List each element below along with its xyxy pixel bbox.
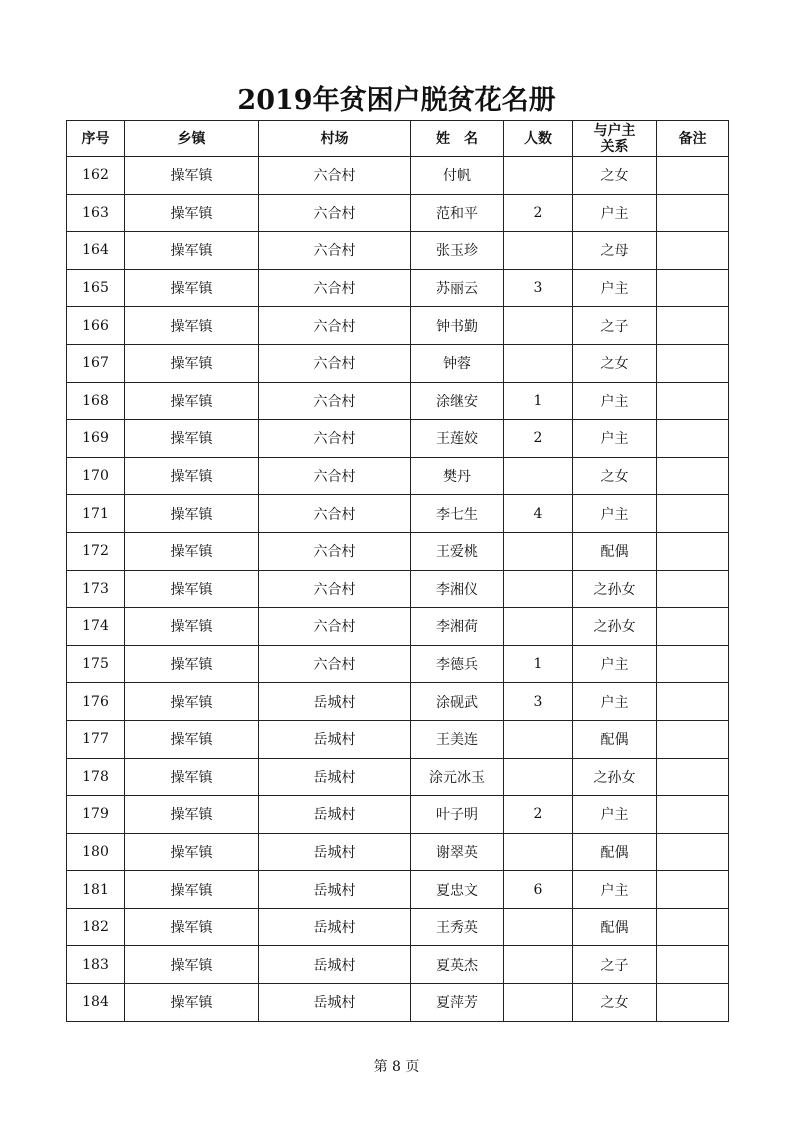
cell-note (657, 420, 729, 458)
cell-note (657, 232, 729, 270)
cell-count (504, 758, 573, 796)
cell-name: 叶子明 (411, 796, 504, 834)
header-seq: 序号 (67, 121, 125, 157)
cell-note (657, 758, 729, 796)
cell-village: 岳城村 (259, 796, 411, 834)
cell-note (657, 946, 729, 984)
cell-seq: 181 (67, 871, 125, 909)
cell-name: 涂元冰玉 (411, 758, 504, 796)
cell-town: 操军镇 (125, 796, 259, 834)
cell-village: 六合村 (259, 532, 411, 570)
cell-village: 六合村 (259, 608, 411, 646)
cell-count (504, 608, 573, 646)
cell-note (657, 457, 729, 495)
roster-body (67, 157, 729, 1022)
cell-count (504, 720, 573, 758)
cell-town: 操军镇 (125, 908, 259, 946)
cell-name: 李湘仪 (411, 570, 504, 608)
cell-town: 操军镇 (125, 457, 259, 495)
cell-town: 操军镇 (125, 608, 259, 646)
table-row (67, 307, 729, 345)
header-relation (573, 121, 657, 157)
cell-count: 2 (504, 194, 573, 232)
cell-village: 岳城村 (259, 984, 411, 1022)
cell-relation: 之母 (573, 232, 657, 270)
cell-note (657, 720, 729, 758)
header-relation-line1: 与户主 (593, 122, 636, 139)
cell-name: 王爱桃 (411, 532, 504, 570)
cell-relation: 户主 (573, 495, 657, 533)
cell-name: 王美连 (411, 720, 504, 758)
table-row (67, 457, 729, 495)
cell-note (657, 608, 729, 646)
cell-note (657, 269, 729, 307)
table-row (67, 382, 729, 420)
cell-village: 岳城村 (259, 833, 411, 871)
table-row (67, 683, 729, 721)
page-title: 2019年贫困户脱贫花名册 (237, 85, 556, 116)
table-row (67, 495, 729, 533)
cell-seq: 163 (67, 194, 125, 232)
cell-note (657, 344, 729, 382)
cell-count: 1 (504, 382, 573, 420)
cell-name: 钟书勤 (411, 307, 504, 345)
cell-relation: 之女 (573, 157, 657, 195)
cell-relation: 之女 (573, 457, 657, 495)
cell-village: 岳城村 (259, 908, 411, 946)
cell-village: 六合村 (259, 157, 411, 195)
cell-count: 2 (504, 796, 573, 834)
table-row (67, 720, 729, 758)
table-row (67, 984, 729, 1022)
cell-name: 涂砚武 (411, 683, 504, 721)
cell-note (657, 307, 729, 345)
cell-count (504, 570, 573, 608)
cell-relation: 配偶 (573, 908, 657, 946)
table-row (67, 833, 729, 871)
table-row (67, 645, 729, 683)
cell-note (657, 382, 729, 420)
cell-town: 操军镇 (125, 344, 259, 382)
cell-town: 操军镇 (125, 307, 259, 345)
cell-note (657, 984, 729, 1022)
cell-village: 六合村 (259, 570, 411, 608)
cell-seq: 167 (67, 344, 125, 382)
cell-seq: 179 (67, 796, 125, 834)
cell-name: 李湘荷 (411, 608, 504, 646)
cell-note (657, 532, 729, 570)
cell-note (657, 645, 729, 683)
cell-name: 钟蓉 (411, 344, 504, 382)
header-count: 人数 (504, 121, 573, 157)
cell-relation: 户主 (573, 683, 657, 721)
cell-count (504, 908, 573, 946)
cell-relation: 户主 (573, 645, 657, 683)
cell-note (657, 683, 729, 721)
header-village: 村场 (259, 121, 411, 157)
cell-count: 3 (504, 683, 573, 721)
cell-relation: 户主 (573, 871, 657, 909)
cell-note (657, 495, 729, 533)
cell-count (504, 157, 573, 195)
cell-count (504, 984, 573, 1022)
cell-village: 六合村 (259, 420, 411, 458)
cell-village: 岳城村 (259, 871, 411, 909)
cell-count (504, 457, 573, 495)
cell-name: 夏英杰 (411, 946, 504, 984)
cell-village: 岳城村 (259, 683, 411, 721)
cell-seq: 172 (67, 532, 125, 570)
table-row (67, 532, 729, 570)
cell-seq: 162 (67, 157, 125, 195)
cell-village: 岳城村 (259, 758, 411, 796)
cell-count: 4 (504, 495, 573, 533)
cell-note (657, 908, 729, 946)
table-row (67, 758, 729, 796)
cell-name: 付帆 (411, 157, 504, 195)
cell-name: 樊丹 (411, 457, 504, 495)
cell-relation: 之子 (573, 946, 657, 984)
cell-seq: 173 (67, 570, 125, 608)
cell-town: 操军镇 (125, 532, 259, 570)
cell-town: 操军镇 (125, 194, 259, 232)
cell-village: 六合村 (259, 495, 411, 533)
cell-seq: 170 (67, 457, 125, 495)
cell-note (657, 194, 729, 232)
cell-village: 六合村 (259, 382, 411, 420)
cell-count: 1 (504, 645, 573, 683)
header-town: 乡镇 (125, 121, 259, 157)
table-row (67, 608, 729, 646)
cell-count (504, 307, 573, 345)
cell-seq: 178 (67, 758, 125, 796)
roster-table (66, 120, 729, 1022)
cell-seq: 175 (67, 645, 125, 683)
cell-count: 2 (504, 420, 573, 458)
cell-relation: 配偶 (573, 833, 657, 871)
cell-note (657, 157, 729, 195)
cell-village: 六合村 (259, 307, 411, 345)
table-row (67, 420, 729, 458)
cell-seq: 166 (67, 307, 125, 345)
cell-count: 3 (504, 269, 573, 307)
cell-count (504, 344, 573, 382)
cell-relation: 配偶 (573, 532, 657, 570)
cell-name: 张玉珍 (411, 232, 504, 270)
cell-name: 王秀英 (411, 908, 504, 946)
cell-village: 六合村 (259, 232, 411, 270)
cell-relation: 之女 (573, 344, 657, 382)
cell-count (504, 946, 573, 984)
cell-seq: 164 (67, 232, 125, 270)
cell-village: 岳城村 (259, 946, 411, 984)
cell-town: 操军镇 (125, 495, 259, 533)
cell-name: 涂继安 (411, 382, 504, 420)
cell-seq: 180 (67, 833, 125, 871)
cell-town: 操军镇 (125, 984, 259, 1022)
table-row (67, 908, 729, 946)
cell-count (504, 232, 573, 270)
cell-town: 操军镇 (125, 720, 259, 758)
cell-seq: 184 (67, 984, 125, 1022)
cell-name: 李德兵 (411, 645, 504, 683)
cell-name: 谢翠英 (411, 833, 504, 871)
table-row (67, 194, 729, 232)
cell-relation: 户主 (573, 382, 657, 420)
cell-relation: 户主 (573, 269, 657, 307)
cell-relation: 之孙女 (573, 570, 657, 608)
cell-town: 操军镇 (125, 946, 259, 984)
cell-relation: 之孙女 (573, 758, 657, 796)
header-row (67, 121, 729, 157)
cell-village: 六合村 (259, 269, 411, 307)
cell-seq: 169 (67, 420, 125, 458)
table-row (67, 269, 729, 307)
cell-count: 6 (504, 871, 573, 909)
cell-seq: 171 (67, 495, 125, 533)
cell-seq: 168 (67, 382, 125, 420)
cell-village: 六合村 (259, 645, 411, 683)
table-row (67, 570, 729, 608)
table-row (67, 946, 729, 984)
cell-relation: 配偶 (573, 720, 657, 758)
cell-seq: 182 (67, 908, 125, 946)
cell-relation: 户主 (573, 194, 657, 232)
cell-town: 操军镇 (125, 871, 259, 909)
cell-note (657, 796, 729, 834)
cell-name: 王莲姣 (411, 420, 504, 458)
cell-name: 夏忠文 (411, 871, 504, 909)
cell-relation: 户主 (573, 420, 657, 458)
cell-count (504, 532, 573, 570)
cell-note (657, 570, 729, 608)
header-note: 备注 (657, 121, 729, 157)
cell-town: 操军镇 (125, 570, 259, 608)
cell-relation: 之孙女 (573, 608, 657, 646)
cell-seq: 183 (67, 946, 125, 984)
cell-note (657, 871, 729, 909)
cell-village: 六合村 (259, 194, 411, 232)
cell-seq: 174 (67, 608, 125, 646)
cell-seq: 177 (67, 720, 125, 758)
cell-name: 范和平 (411, 194, 504, 232)
cell-relation: 之女 (573, 984, 657, 1022)
cell-town: 操军镇 (125, 420, 259, 458)
cell-seq: 165 (67, 269, 125, 307)
table-row (67, 344, 729, 382)
cell-village: 岳城村 (259, 720, 411, 758)
cell-town: 操军镇 (125, 269, 259, 307)
cell-village: 六合村 (259, 344, 411, 382)
cell-name: 夏萍芳 (411, 984, 504, 1022)
cell-town: 操军镇 (125, 833, 259, 871)
cell-seq: 176 (67, 683, 125, 721)
cell-town: 操军镇 (125, 683, 259, 721)
table-row (67, 796, 729, 834)
cell-name: 苏丽云 (411, 269, 504, 307)
cell-town: 操军镇 (125, 232, 259, 270)
header-name: 姓 名 (411, 121, 504, 157)
cell-relation: 之子 (573, 307, 657, 345)
cell-village: 六合村 (259, 457, 411, 495)
table-row (67, 232, 729, 270)
cell-name: 李七生 (411, 495, 504, 533)
page-number: 第 8 页 (373, 1059, 420, 1075)
cell-relation: 户主 (573, 796, 657, 834)
header-relation-line2: 关系 (600, 138, 629, 155)
cell-town: 操军镇 (125, 382, 259, 420)
table-row (67, 871, 729, 909)
cell-count (504, 833, 573, 871)
cell-town: 操军镇 (125, 157, 259, 195)
cell-note (657, 833, 729, 871)
table-row (67, 157, 729, 195)
cell-town: 操军镇 (125, 645, 259, 683)
cell-town: 操军镇 (125, 758, 259, 796)
